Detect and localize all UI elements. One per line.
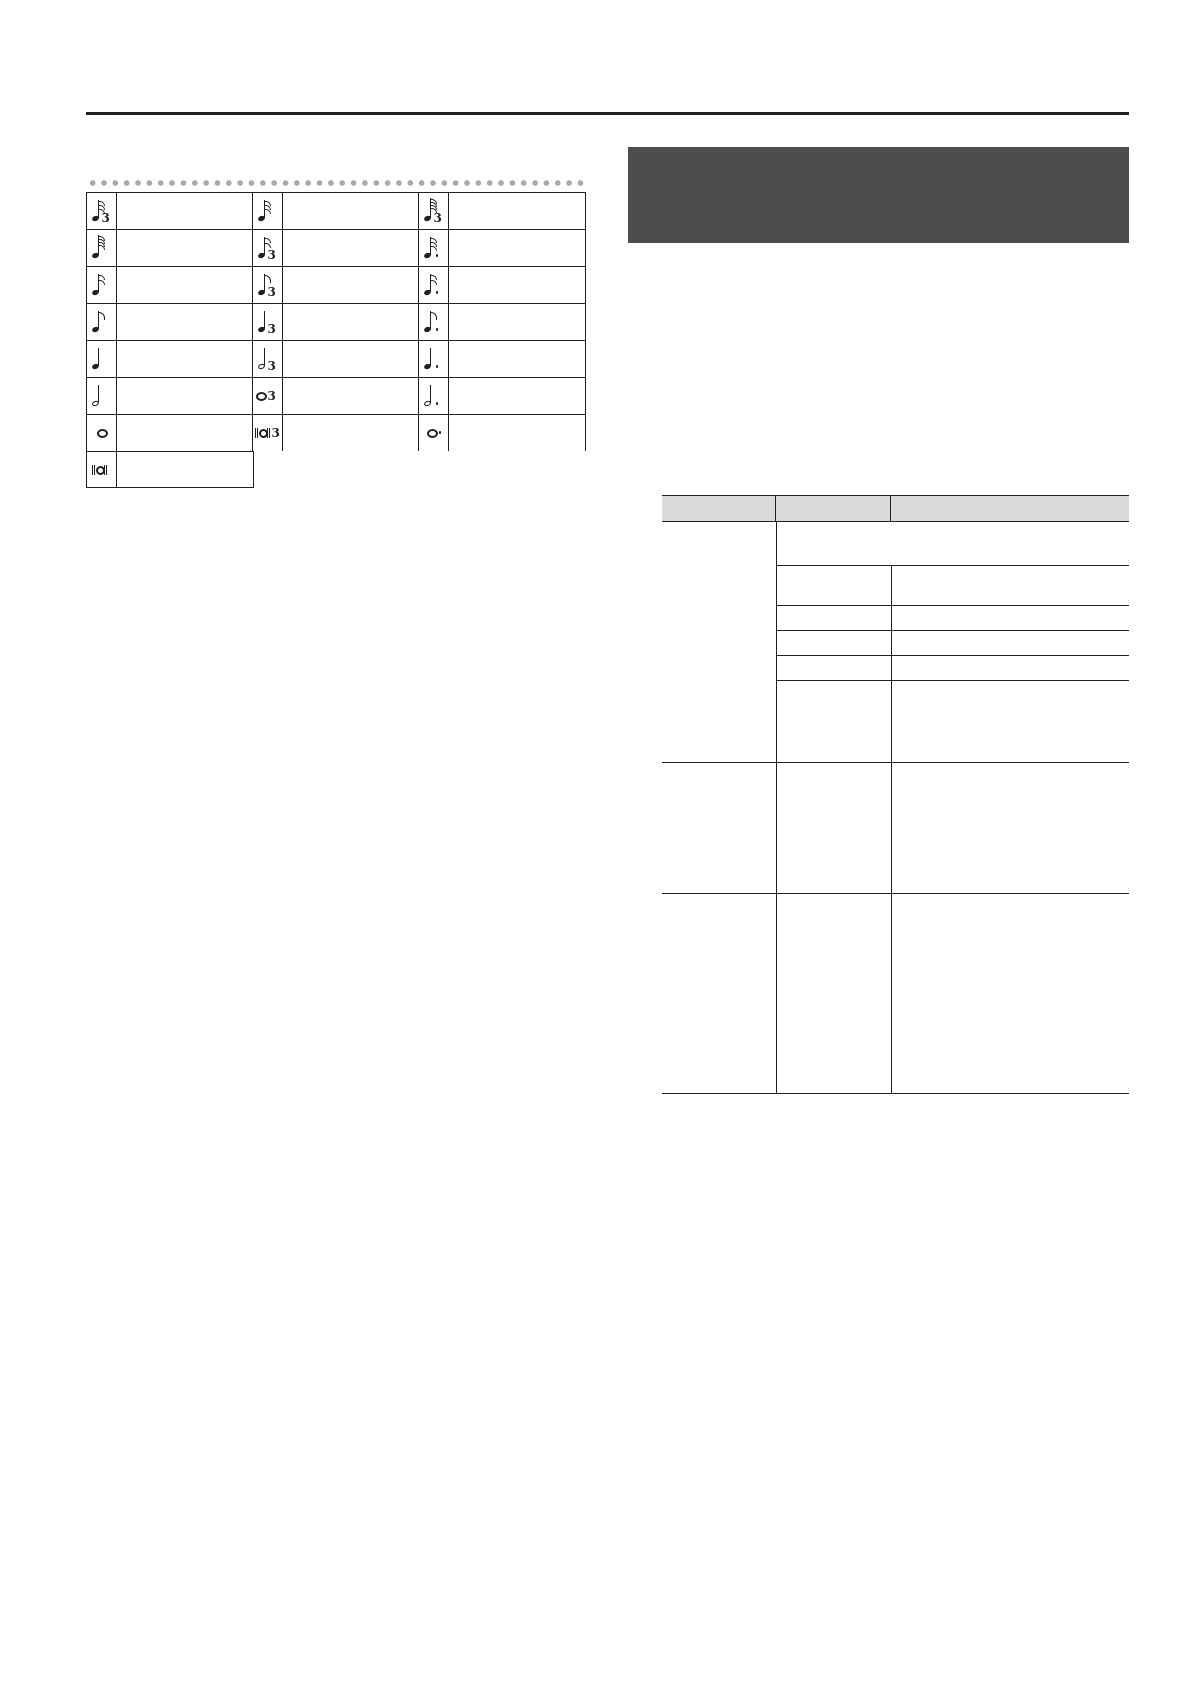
note-grid-cell bbox=[418, 192, 586, 229]
table-group-line bbox=[662, 893, 1129, 894]
note-label bbox=[449, 193, 585, 229]
table-header-cell bbox=[891, 496, 1129, 521]
note-label bbox=[449, 378, 585, 414]
table-divider bbox=[776, 522, 777, 1093]
note-grid-row bbox=[86, 377, 586, 414]
note-grid-cell bbox=[86, 303, 252, 340]
note-label bbox=[117, 415, 252, 451]
note-grid-cell bbox=[86, 192, 252, 229]
note-label bbox=[449, 304, 585, 340]
quarter-note-icon bbox=[89, 344, 115, 374]
dotted-whole-note-icon bbox=[421, 418, 447, 448]
note-grid-cell bbox=[252, 414, 418, 451]
note-grid-cell bbox=[86, 414, 252, 451]
note-grid-cell bbox=[418, 266, 586, 303]
table-row-line bbox=[776, 605, 1129, 606]
eighth-note-triplet-icon: 3 bbox=[255, 270, 281, 300]
note-grid-cell bbox=[252, 229, 418, 266]
note-label bbox=[449, 230, 585, 266]
note-label bbox=[283, 193, 418, 229]
note-label bbox=[449, 415, 585, 451]
table-body bbox=[662, 522, 1129, 1094]
note-value-grid bbox=[86, 192, 586, 488]
note-label bbox=[117, 378, 252, 414]
note-grid-cell bbox=[252, 340, 418, 377]
note-grid-cell bbox=[252, 266, 418, 303]
thirty-second-note-triplet-icon: 3 bbox=[89, 196, 115, 226]
note-grid-row bbox=[86, 414, 586, 451]
note-grid-row bbox=[86, 451, 586, 488]
note-grid-cell bbox=[86, 377, 252, 414]
dotted-thirty-second-note-icon bbox=[421, 233, 447, 263]
note-grid-row bbox=[86, 229, 586, 266]
note-grid-cell bbox=[86, 340, 252, 377]
note-grid-cell bbox=[86, 266, 252, 303]
note-grid-cell bbox=[418, 303, 586, 340]
double-whole-note-triplet-icon: 3 bbox=[255, 418, 281, 448]
quarter-note-triplet-icon: 3 bbox=[255, 307, 281, 337]
note-grid-cell bbox=[86, 451, 254, 488]
table-header-row bbox=[662, 495, 1129, 522]
sixteenth-note-icon bbox=[89, 270, 115, 300]
note-label bbox=[449, 267, 585, 303]
note-label bbox=[283, 304, 418, 340]
note-grid-cell bbox=[418, 377, 586, 414]
dotted-sixteenth-note-icon bbox=[421, 270, 447, 300]
note-grid-cell bbox=[418, 414, 586, 451]
half-note-triplet-icon: 3 bbox=[255, 344, 281, 374]
whole-note-triplet-icon: 3 bbox=[255, 381, 281, 411]
note-grid-row bbox=[86, 303, 586, 340]
note-label bbox=[283, 415, 418, 451]
note-label bbox=[283, 341, 418, 377]
sixty-fourth-note-icon bbox=[89, 233, 115, 263]
table-row-line bbox=[776, 655, 1129, 656]
note-label bbox=[283, 378, 418, 414]
table-header-cell bbox=[776, 496, 891, 521]
dotted-half-note-icon bbox=[421, 381, 447, 411]
note-grid-row bbox=[86, 266, 586, 303]
note-grid-cell bbox=[418, 340, 586, 377]
half-note-icon bbox=[89, 381, 115, 411]
table-group-line bbox=[662, 762, 1129, 763]
sixteenth-note-triplet-icon: 3 bbox=[255, 233, 281, 263]
note-label bbox=[117, 267, 252, 303]
note-label bbox=[283, 230, 418, 266]
table-header-cell bbox=[662, 496, 776, 521]
note-grid-row bbox=[86, 192, 586, 229]
note-label bbox=[117, 341, 252, 377]
table-row-line bbox=[776, 630, 1129, 631]
double-whole-note-icon bbox=[89, 455, 115, 485]
parameter-table bbox=[662, 495, 1129, 1094]
table-row-line bbox=[776, 565, 1129, 566]
top-rule bbox=[86, 112, 1129, 115]
note-grid-cell bbox=[252, 303, 418, 340]
table-divider bbox=[891, 565, 892, 1093]
dotted-quarter-note-icon bbox=[421, 344, 447, 374]
section-header-block bbox=[628, 147, 1129, 243]
note-grid-cell bbox=[418, 229, 586, 266]
table-row-line bbox=[776, 680, 1129, 681]
note-label bbox=[283, 267, 418, 303]
dotted-separator bbox=[87, 180, 587, 186]
eighth-note-icon bbox=[89, 307, 115, 337]
note-label bbox=[117, 304, 252, 340]
thirty-second-note-icon bbox=[255, 196, 281, 226]
note-grid-cell bbox=[86, 229, 252, 266]
note-label bbox=[117, 193, 252, 229]
note-label bbox=[449, 341, 585, 377]
whole-note-icon bbox=[89, 418, 115, 448]
note-grid-cell bbox=[252, 192, 418, 229]
note-grid-row bbox=[86, 340, 586, 377]
note-label bbox=[117, 452, 253, 487]
dotted-eighth-note-icon bbox=[421, 307, 447, 337]
note-grid-cell bbox=[252, 377, 418, 414]
sixty-fourth-note-triplet-icon: 3 bbox=[421, 196, 447, 226]
note-label bbox=[117, 230, 252, 266]
